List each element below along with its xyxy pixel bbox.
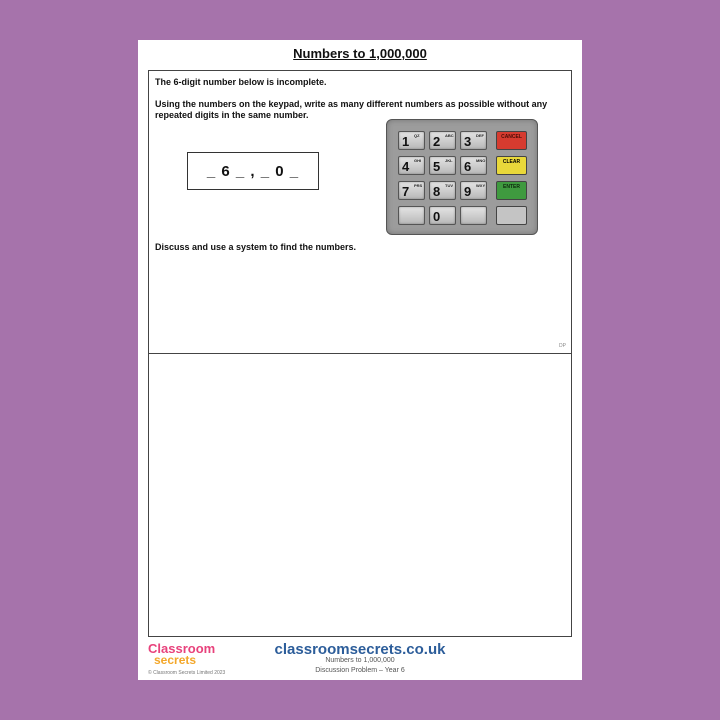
keypad-key-blank-left (398, 206, 425, 225)
incomplete-number-box (187, 152, 319, 190)
keypad-key-2: 2 ABC (429, 131, 456, 150)
worksheet-title: Numbers to 1,000,000 (293, 46, 427, 61)
keypad-key-1: 1 QZ (398, 131, 425, 150)
keypad-key-5: 5 JKL (429, 156, 456, 175)
question-discuss: Discuss and use a system to find the numbers. (155, 242, 357, 252)
question-code: DP (559, 343, 566, 349)
keypad-key-8: 8 TUV (429, 181, 456, 200)
keypad-key-7: 7 PRS (398, 181, 425, 200)
footer-resource-type: Discussion Problem – Year 6 (315, 667, 405, 674)
site-name: classroomsecrets.co.uk (274, 641, 446, 658)
question-instruction: Using the numbers on the keypad, write as many different numbers as possible without any repeated digits in the same number. (155, 99, 548, 120)
question-intro: The 6-digit number below is incomplete. (155, 77, 327, 87)
keypad-cancel-key: CANCEL (496, 131, 527, 150)
keypad-blank-function-key (496, 206, 527, 225)
keypad-key-blank-right (460, 206, 487, 225)
copyright-text: © Classroom Secrets Limited 2023 (148, 670, 226, 676)
incomplete-number: _ 6 _ , _ 0 _ (206, 162, 300, 180)
logo-text-secrets: secrets (154, 653, 197, 667)
keypad-key-3: 3 DEF (460, 131, 487, 150)
logo-text-classroom: Classroom (148, 641, 216, 656)
question-box (148, 70, 572, 354)
keypad-clear-key: CLEAR (496, 156, 527, 175)
worksheet (138, 40, 582, 680)
keypad-key-6: 6 MNO (460, 156, 487, 175)
answer-box (148, 353, 572, 637)
keypad-key-4: 4 GHI (398, 156, 425, 175)
keypad-enter-key: ENTER (496, 181, 527, 200)
keypad-key-9: 9 WXY (460, 181, 487, 200)
footer-topic: Numbers to 1,000,000 (325, 657, 395, 664)
keypad-key-0: 0 (429, 206, 456, 225)
keypad-image (386, 119, 538, 235)
